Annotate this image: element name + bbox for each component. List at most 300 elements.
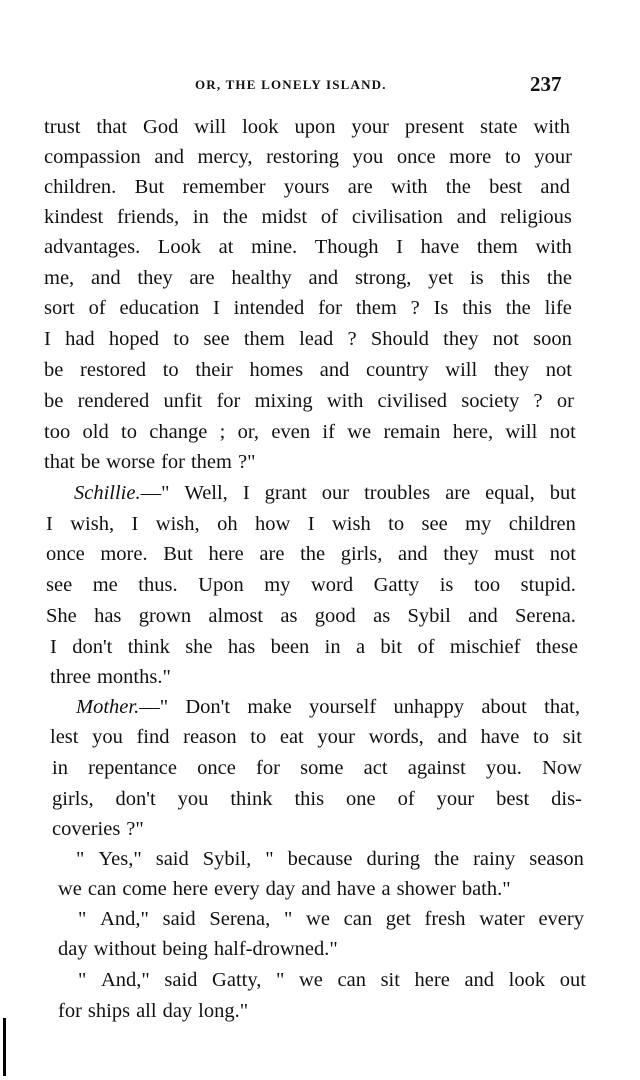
word: almost <box>208 605 264 627</box>
word: this <box>462 297 492 319</box>
word: you <box>352 146 384 168</box>
text-line <box>44 173 570 201</box>
word: She <box>46 605 77 627</box>
word: repentance <box>88 757 177 779</box>
word: not <box>549 421 576 443</box>
word: dis- <box>551 788 582 810</box>
word: Look <box>157 236 202 258</box>
word: too <box>473 574 501 596</box>
word: midst <box>261 206 308 228</box>
word: the <box>445 176 471 198</box>
text-line <box>52 754 582 782</box>
word: ; <box>219 421 226 443</box>
word: wish, <box>155 513 200 535</box>
text-line <box>44 325 572 353</box>
word: the <box>222 206 248 228</box>
word: once <box>396 146 436 168</box>
text-line <box>76 693 580 721</box>
speaker-name: Mother. <box>76 696 140 718</box>
word: reason <box>183 726 237 748</box>
word: have <box>420 236 460 258</box>
text-line <box>46 510 576 538</box>
word: will <box>194 116 227 138</box>
text-line <box>44 203 572 231</box>
word: " <box>78 908 87 930</box>
word: lead <box>299 328 334 350</box>
text-line <box>44 233 572 261</box>
word: them <box>190 451 232 473</box>
word: see <box>421 513 448 535</box>
text-line <box>46 540 576 568</box>
word: the <box>546 267 572 289</box>
word: to <box>162 359 179 381</box>
word: every <box>214 878 260 900</box>
margin-rule <box>3 1018 6 1076</box>
word: have <box>480 726 520 748</box>
word: be <box>44 359 64 381</box>
word: the <box>434 848 460 870</box>
word: once <box>197 757 236 779</box>
word: homes <box>249 359 304 381</box>
word: me, <box>44 267 75 289</box>
word: been <box>270 636 310 658</box>
word: upon <box>294 116 336 138</box>
word: " <box>276 969 285 991</box>
word: unfit <box>163 390 203 412</box>
word: grown <box>138 605 192 627</box>
word: you <box>177 788 209 810</box>
word: eat <box>279 726 304 748</box>
word: children <box>508 513 576 535</box>
word: will <box>445 359 478 381</box>
word: more. <box>100 543 148 565</box>
word: friends, <box>117 206 180 228</box>
word: ? <box>533 390 543 412</box>
word: water <box>479 908 525 930</box>
word: good <box>314 605 356 627</box>
word: with <box>326 390 364 412</box>
text-line <box>44 356 572 384</box>
word: half-drowned." <box>213 938 338 960</box>
word: with <box>533 116 570 138</box>
word: of <box>417 636 435 658</box>
word: and <box>540 176 570 198</box>
word: God <box>143 116 179 138</box>
word: said <box>164 969 198 991</box>
word: Yes," <box>98 848 142 870</box>
word: to <box>533 726 549 748</box>
word: long." <box>198 1000 249 1022</box>
word: I <box>50 636 57 658</box>
text-line <box>44 387 574 415</box>
word: me <box>92 574 118 596</box>
text-line <box>44 143 572 171</box>
word: are <box>189 267 215 289</box>
word: months." <box>96 666 171 688</box>
word: day <box>265 878 296 900</box>
word: they <box>493 359 530 381</box>
word: your <box>317 726 355 748</box>
word: during <box>366 848 421 870</box>
word: Is <box>433 297 449 319</box>
word: mixing <box>254 390 313 412</box>
word: civilisation <box>351 206 443 228</box>
word: them <box>476 236 518 258</box>
word: Well, <box>184 482 228 504</box>
word: get <box>385 908 411 930</box>
word: I <box>307 513 315 535</box>
word: too <box>44 421 71 443</box>
word: but <box>549 482 576 504</box>
word: healthy <box>231 267 292 289</box>
word: see <box>46 574 73 596</box>
word: I <box>44 328 51 350</box>
word: once <box>46 543 85 565</box>
word: worse <box>106 451 156 473</box>
word: Should <box>370 328 429 350</box>
word: had <box>65 328 95 350</box>
word: them <box>243 328 285 350</box>
word: Serena, <box>209 908 271 930</box>
word: our <box>321 482 350 504</box>
word: girls, <box>52 788 94 810</box>
word: out <box>559 969 586 991</box>
word: fresh <box>424 908 466 930</box>
word: stupid. <box>520 574 576 596</box>
word: hoped <box>108 328 160 350</box>
running-head: OR, THE LONELY ISLAND. <box>195 77 387 92</box>
word: sit <box>380 969 400 991</box>
word: think <box>230 788 273 810</box>
text-line <box>76 845 584 873</box>
text-line <box>58 935 338 963</box>
word: be <box>80 451 101 473</box>
word: as <box>373 605 391 627</box>
word: and <box>301 878 331 900</box>
word: And," <box>100 908 149 930</box>
word: and <box>308 267 339 289</box>
word: wish, <box>70 513 115 535</box>
word: present <box>404 116 465 138</box>
word: I <box>131 513 139 535</box>
word: has <box>227 636 256 658</box>
word: to <box>250 726 267 748</box>
word: you. <box>486 757 522 779</box>
word: day <box>162 1000 193 1022</box>
word: civilised <box>377 390 448 412</box>
word: we <box>347 421 372 443</box>
word: of <box>320 206 338 228</box>
word: change <box>149 421 208 443</box>
word: one <box>346 788 376 810</box>
word: how <box>254 513 291 535</box>
word: compassion <box>44 146 141 168</box>
word: " <box>76 848 85 870</box>
word: rendered <box>77 390 150 412</box>
word: you <box>92 726 123 748</box>
word: best <box>496 788 530 810</box>
word: words, <box>368 726 424 748</box>
word: if <box>322 421 335 443</box>
word: the <box>505 297 531 319</box>
word: is <box>439 574 454 596</box>
word: we <box>58 878 82 900</box>
word: strong, <box>354 267 412 289</box>
word: restored <box>80 359 147 381</box>
word: remember <box>182 176 266 198</box>
word: they <box>443 328 479 350</box>
word: this <box>294 788 325 810</box>
text-line <box>50 633 578 661</box>
word: against <box>407 757 466 779</box>
word: said <box>162 908 196 930</box>
word: I <box>396 236 403 258</box>
word: are <box>445 482 471 504</box>
word: trust <box>44 116 81 138</box>
word: day <box>58 938 88 960</box>
page-number: 237 <box>530 72 562 96</box>
word: make <box>247 696 292 718</box>
word: here <box>172 878 209 900</box>
word: not <box>545 359 572 381</box>
word: Schillie.—" <box>74 482 170 504</box>
text-line <box>44 113 570 141</box>
word: advantages. <box>44 236 141 258</box>
word: troubles <box>364 482 431 504</box>
word: at <box>218 236 234 258</box>
word: these <box>535 636 578 658</box>
word: don't <box>115 788 156 810</box>
word: bit <box>380 636 403 658</box>
word: grant <box>264 482 307 504</box>
word: in <box>52 757 68 779</box>
word: that <box>44 451 75 473</box>
text-line <box>58 997 248 1025</box>
word: But <box>163 543 193 565</box>
word: ? <box>410 297 420 319</box>
word: with <box>535 236 572 258</box>
word: in <box>324 636 341 658</box>
word: three <box>50 666 91 688</box>
word: coveries <box>52 818 121 840</box>
word: or <box>556 390 574 412</box>
word: I <box>46 513 53 535</box>
word: your <box>436 788 475 810</box>
word: And," <box>100 969 150 991</box>
word: " <box>283 908 293 930</box>
word: mischief <box>449 636 521 658</box>
word: intended <box>233 297 305 319</box>
word: Gatty, <box>212 969 262 991</box>
word: sit <box>562 726 582 748</box>
word: see <box>203 328 230 350</box>
word: a <box>355 636 366 658</box>
word: will <box>505 421 538 443</box>
word: look <box>508 969 546 991</box>
word: thus. <box>138 574 178 596</box>
word: being <box>162 938 208 960</box>
word: Sybil <box>407 605 451 627</box>
word: for <box>58 1000 82 1022</box>
word: we <box>306 908 330 930</box>
word: society <box>461 390 520 412</box>
text-line <box>58 875 511 903</box>
word: wish <box>331 513 371 535</box>
word: this <box>500 267 531 289</box>
word: your <box>351 116 389 138</box>
word: that <box>96 116 128 138</box>
page-header <box>0 72 640 96</box>
word: your <box>534 146 572 168</box>
word: sort <box>44 297 75 319</box>
word: for <box>216 390 241 412</box>
word: here <box>208 543 244 565</box>
word: Sybil, <box>202 848 252 870</box>
text-line <box>50 723 582 751</box>
word: and <box>90 267 121 289</box>
word: soon <box>533 328 572 350</box>
word: to <box>121 421 137 443</box>
word: has <box>94 605 122 627</box>
text-line <box>44 264 572 292</box>
word: the <box>300 543 326 565</box>
word: word <box>310 574 354 596</box>
text-line <box>44 294 572 322</box>
word: my <box>465 513 492 535</box>
word: and <box>319 359 350 381</box>
text-line <box>74 479 576 507</box>
word: are <box>347 176 373 198</box>
word: some <box>300 757 344 779</box>
word: that, <box>544 696 580 718</box>
word: they <box>443 543 479 565</box>
word: because <box>287 848 353 870</box>
word: ?" <box>237 451 256 473</box>
text-line <box>78 905 584 933</box>
word: oh <box>217 513 238 535</box>
word: children. <box>44 176 117 198</box>
word: education <box>119 297 200 319</box>
word: " <box>78 969 87 991</box>
word: equal, <box>485 482 535 504</box>
word: and <box>456 206 487 228</box>
word: yet <box>428 267 454 289</box>
word: Though <box>314 236 379 258</box>
word: don't <box>72 636 113 658</box>
text-line <box>78 966 586 994</box>
text-line <box>52 785 582 813</box>
word: said <box>155 848 189 870</box>
word: Serena. <box>515 605 576 627</box>
word: best <box>489 176 523 198</box>
word: lest <box>50 726 79 748</box>
word: find <box>136 726 170 748</box>
word: can <box>87 878 117 900</box>
word: every <box>538 908 584 930</box>
word: they <box>137 267 173 289</box>
word: country <box>366 359 429 381</box>
word: for <box>256 757 280 779</box>
word: remain <box>383 421 441 443</box>
word: But <box>134 176 165 198</box>
word: for <box>318 297 342 319</box>
text-line <box>44 418 576 446</box>
word: ?" <box>126 818 144 840</box>
word: a <box>381 878 391 900</box>
word: in <box>192 206 209 228</box>
word: restoring <box>266 146 339 168</box>
word: life <box>544 297 572 319</box>
text-line <box>50 663 171 691</box>
word: I <box>213 297 220 319</box>
word: not <box>492 328 519 350</box>
text-line <box>46 571 576 599</box>
word: Mother.—" <box>76 696 169 718</box>
word: mine. <box>251 236 298 258</box>
word: not <box>549 543 576 565</box>
word: state <box>480 116 518 138</box>
word: yourself <box>308 696 377 718</box>
speaker-name: Schillie. <box>74 482 141 504</box>
word: ships <box>87 1000 131 1022</box>
word: their <box>195 359 233 381</box>
word: Now <box>542 757 582 779</box>
word: shower <box>396 878 456 900</box>
word: come <box>122 878 167 900</box>
word: be <box>44 390 64 412</box>
word: mercy, <box>197 146 253 168</box>
word: and <box>398 543 428 565</box>
word: and <box>437 726 468 748</box>
word: to <box>173 328 190 350</box>
word: of <box>88 297 106 319</box>
word: season <box>529 848 584 870</box>
word: without <box>93 938 157 960</box>
word: " <box>265 848 274 870</box>
word: Don't <box>185 696 231 718</box>
word: and <box>154 146 184 168</box>
word: about <box>481 696 527 718</box>
word: yours <box>283 176 330 198</box>
word: think <box>127 636 170 658</box>
text-line <box>44 448 255 476</box>
word: them <box>355 297 397 319</box>
word: are <box>259 543 285 565</box>
word: and <box>464 969 495 991</box>
word: I <box>242 482 250 504</box>
word: have <box>336 878 376 900</box>
word: all <box>136 1000 157 1022</box>
word: or, <box>237 421 260 443</box>
word: can <box>343 908 373 930</box>
word: here <box>414 969 450 991</box>
word: here, <box>452 421 494 443</box>
word: she <box>185 636 213 658</box>
word: religious <box>500 206 572 228</box>
text-line <box>46 602 576 630</box>
word: more <box>449 146 492 168</box>
word: even <box>271 421 311 443</box>
word: and <box>468 605 498 627</box>
word: as <box>280 605 298 627</box>
word: bath." <box>461 878 511 900</box>
word: rainy <box>473 848 516 870</box>
text-line <box>52 815 144 843</box>
word: must <box>494 543 535 565</box>
word: my <box>264 574 291 596</box>
word: can <box>337 969 366 991</box>
word: old <box>82 421 109 443</box>
